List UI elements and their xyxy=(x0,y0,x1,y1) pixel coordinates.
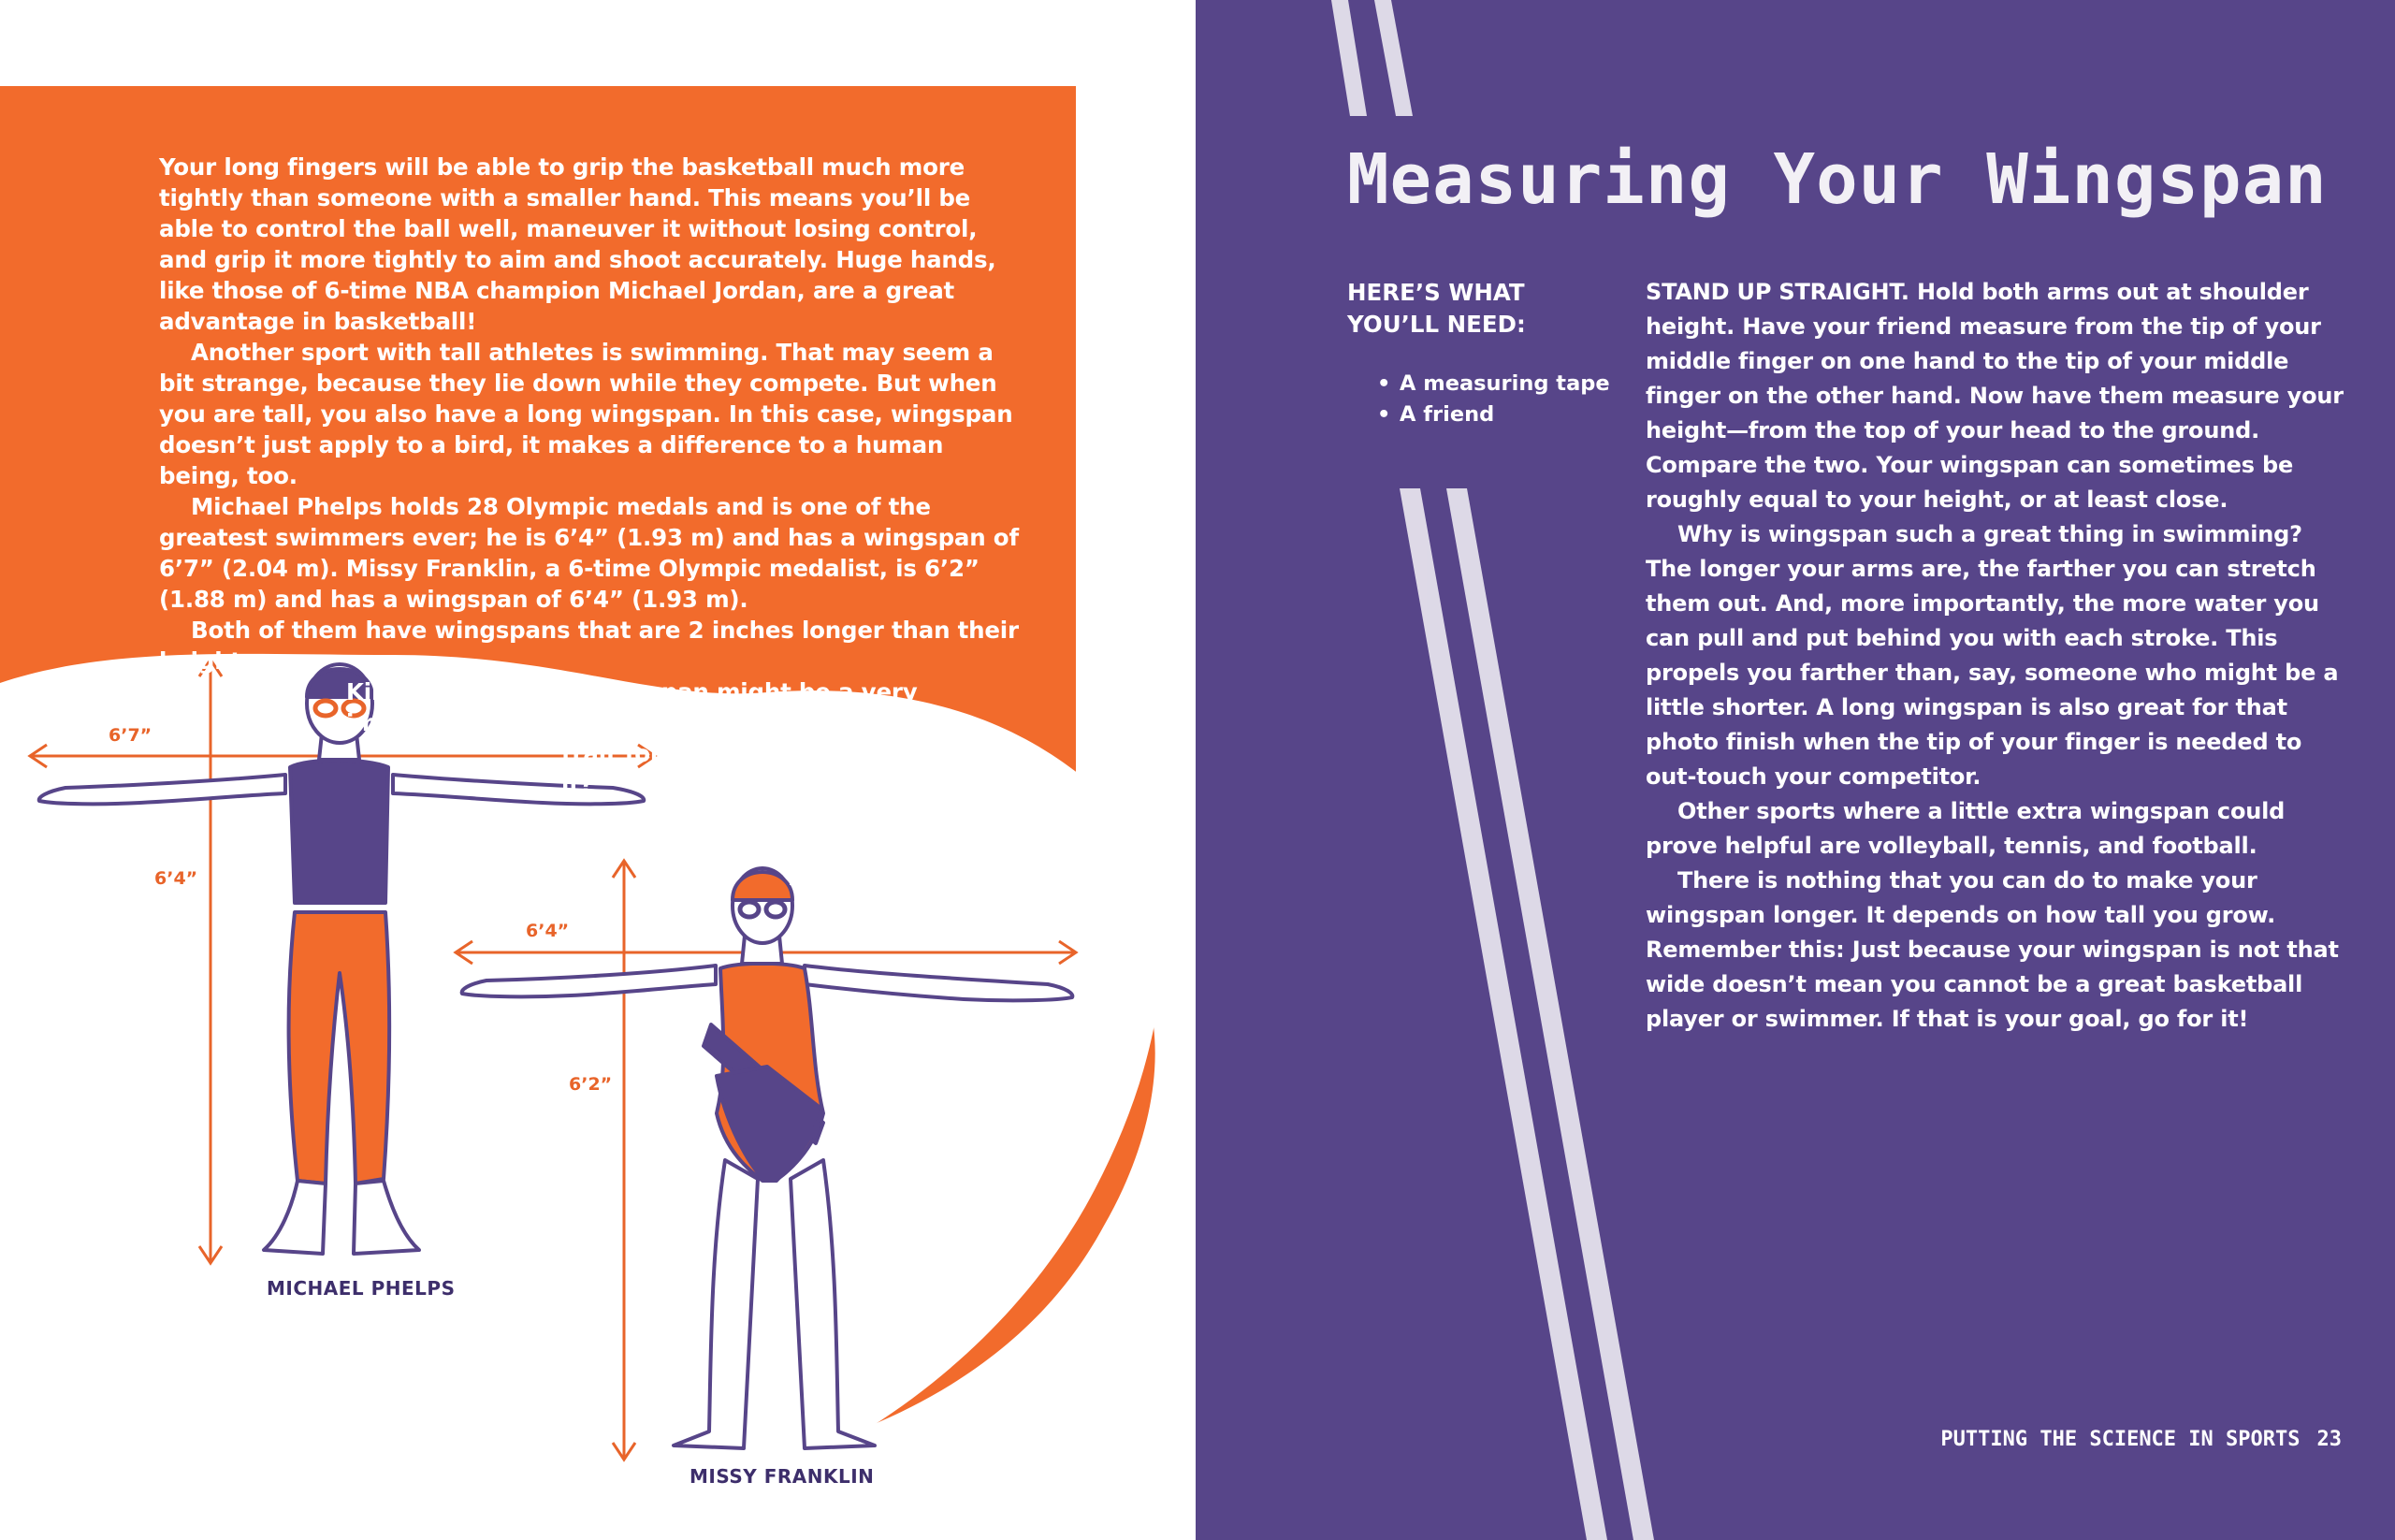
paragraph-other-sports: Other sports where a little extra wingspan could prove helpful are volleyball, tennis, and football. xyxy=(1646,798,2286,859)
page-heading: Measuring Your Wingspan xyxy=(1347,139,2328,220)
paragraph-wingspans: Both of them have wingspans that are 2 inches longer than their height. xyxy=(159,617,1019,675)
paragraph-swimming: Another sport with tall athletes is swimming. That may seem a bit strange, because they lie down while they compete. But when you are tall, you also have a long wingspan. In this case, wingspan doesn’t just apply to a bird, it makes a difference to a human being, too. xyxy=(159,339,1013,489)
list-item: • A friend xyxy=(1377,400,1610,430)
tail-line-4: is? Measure it. xyxy=(788,864,974,891)
franklin-caption: MISSY FRANKLIN xyxy=(689,1465,875,1488)
right-page xyxy=(1196,0,2395,1540)
left-page xyxy=(0,0,1196,1540)
paragraph-hands: Your long fingers will be able to grip the basketball much more tightly than someone with a smaller hand. This means you’ll be able to control the ball well, maneuver it without losing control, and grip it more tightly to aim and shoot accurately. Huge hands, like those of 6-time NBA champion Michael Jordan, are a great advantage in basketball! xyxy=(159,153,996,335)
top-stripe-2 xyxy=(1374,0,1413,116)
running-title: PUTTING THE SCIENCE IN SPORTS xyxy=(1940,1428,2301,1451)
franklin-height-label: 6’2” xyxy=(569,1074,613,1095)
needs-title: HERE’S WHAT YOU’LL NEED: xyxy=(1347,279,1526,338)
left-body-text xyxy=(159,152,1029,893)
page-number: 23 xyxy=(2316,1428,2342,1451)
phelps-height-label: 6’4” xyxy=(154,868,198,889)
phelps-wingspan-label: 6’7” xyxy=(109,725,152,746)
instructions-body: Hold both arms out at shoulder height. Have your friend measure from the tip of your middle finger on one hand to the tip of your middle finger on the other hand. Now have them measure your height—from the top of your head to the ground. Compare the two. Your wingspan can sometimes be roughly equal to your height, or at least close. xyxy=(1646,279,2344,513)
tail-line-3: Wonder what your wingspan xyxy=(683,802,919,860)
tail-line-2: trait for swimmers to have, doesn’t it? xyxy=(561,740,1015,798)
tail-line-1: Kind of seems like wingspan might be a very important xyxy=(346,678,918,736)
paragraph-why-wingspan: Why is wingspan such a great thing in swimming? The longer your arms are, the farther you can stretch them out. And, more importantly, the more water you can pull and put behind you with each stroke. This propels you farther than, say, someone who might be a little shorter. A long wingspan is also great for that photo finish when the tip of your finger is needed to out-touch your competitor. xyxy=(1646,521,2339,790)
list-item: • A measuring tape xyxy=(1377,369,1610,400)
page-footer xyxy=(1893,1428,2342,1451)
instructions-text xyxy=(1646,275,2345,1037)
long-stripe-1 xyxy=(1400,488,1607,1540)
paragraph-phelps-franklin: Michael Phelps holds 28 Olympic medals and is one of the greatest swimmers ever; he is 6’4” (1.93 m) and has a wingspan of 6’7” (2.04 m). Missy Franklin, a 6-time Olympic medalist, is 6’2” (1.88 m) and has a wingspan of 6’4” (1.93 m). xyxy=(159,493,1019,613)
top-stripe-1 xyxy=(1331,0,1367,116)
paragraph-instructions xyxy=(1646,275,2345,517)
long-stripe-2 xyxy=(1446,488,1654,1540)
franklin-wingspan-label: 6’4” xyxy=(526,921,570,941)
paragraph-nothing-to-do: There is nothing that you can do to make your wingspan longer. It depends on how tall you grow. Remember this: Just because your wingspan is not that wide doesn’t mean you cannot be a great basketball player or swimmer. If that is your goal, go for it! xyxy=(1646,867,2339,1032)
needs-list xyxy=(1377,369,1610,430)
lead-in: STAND UP STRAIGHT. xyxy=(1646,279,1909,305)
phelps-caption: MICHAEL PHELPS xyxy=(267,1277,456,1300)
